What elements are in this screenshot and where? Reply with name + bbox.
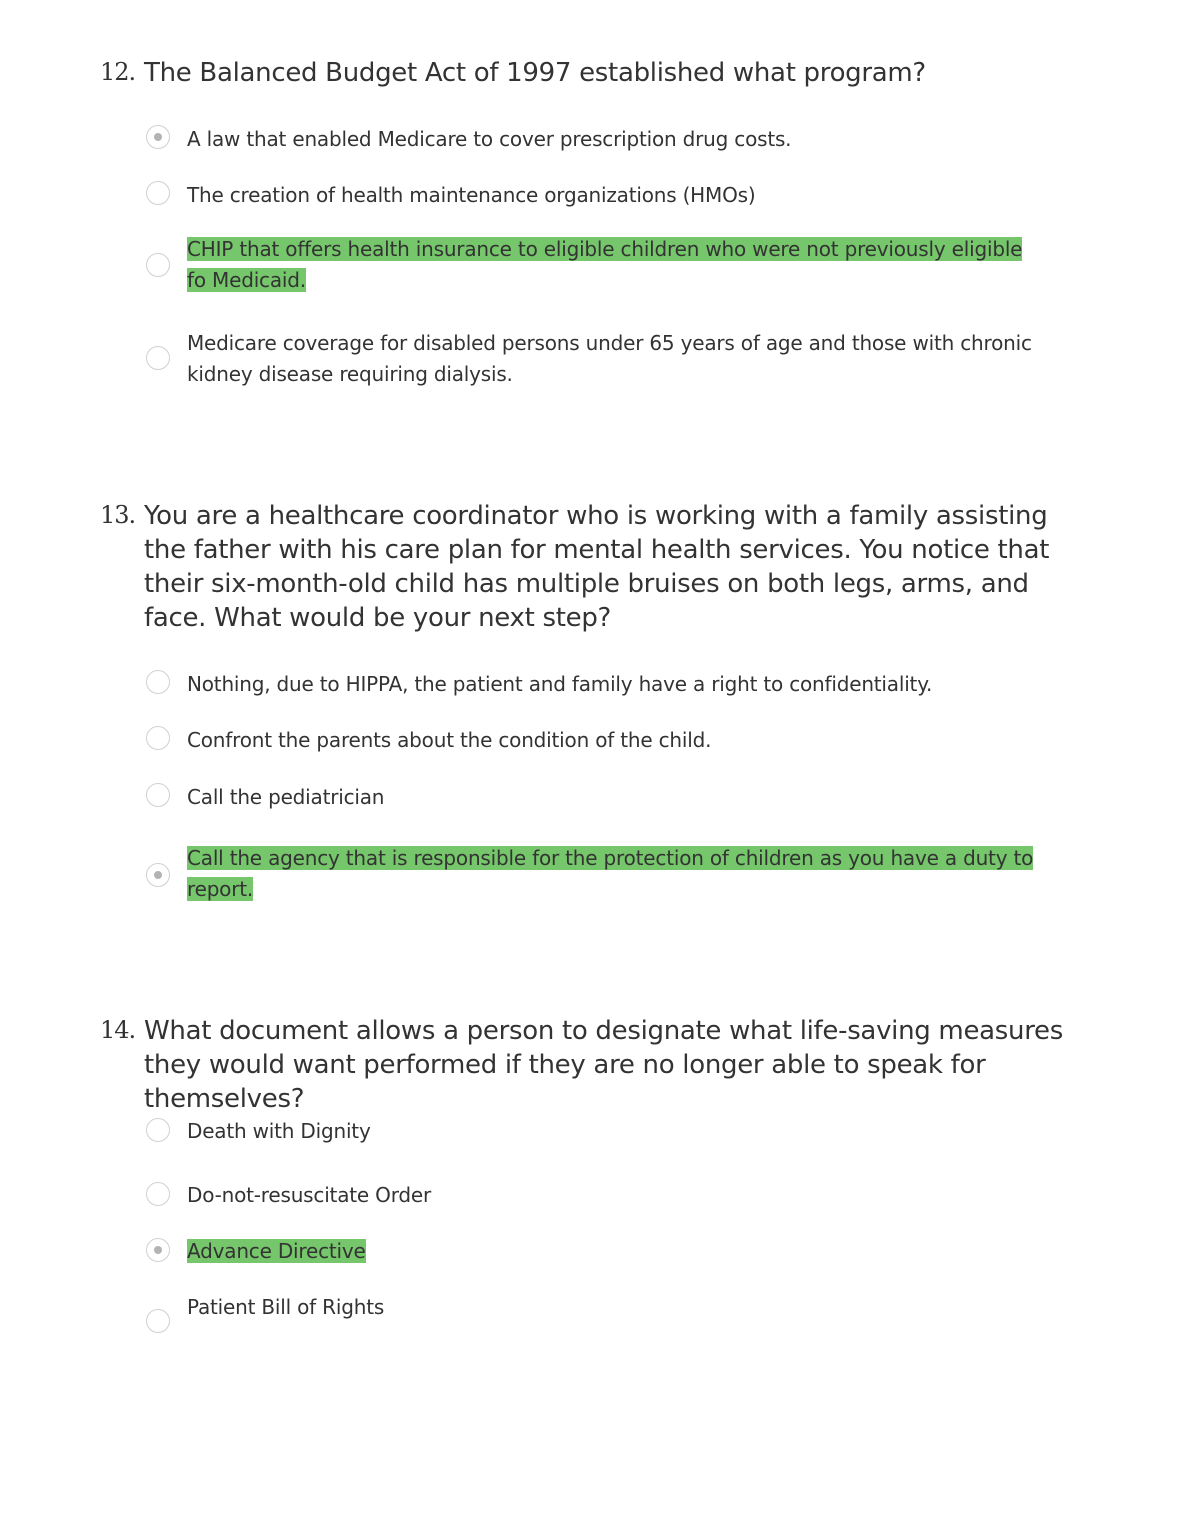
question-number: 12. xyxy=(100,58,136,86)
radio-button[interactable] xyxy=(146,181,170,205)
question-text: You are a healthcare coordinator who is working with a family assisting the father with his care plan for mental health services. You notice that their six-month-old child has multiple bruises on both legs, arms, and face. What would be your next step? xyxy=(144,501,1050,633)
option-label: Call the agency that is responsible for the protection of children as you have a duty to report. xyxy=(187,846,1034,901)
radio-button[interactable] xyxy=(146,726,170,750)
option-label: A law that enabled Medicare to cover prescription drug costs. xyxy=(187,127,792,151)
option-label: Nothing, due to HIPPA, the patient and family have a right to confidentiality. xyxy=(187,672,933,696)
option-label: Medicare coverage for disabled persons under 65 years of age and those with chronic kidney disease requiring dialysis. xyxy=(187,331,1032,386)
radio-button[interactable] xyxy=(146,863,170,887)
radio-button[interactable] xyxy=(146,1238,170,1262)
radio-button[interactable] xyxy=(146,1182,170,1206)
option-label: Confront the parents about the condition of the child. xyxy=(187,728,712,752)
radio-button[interactable] xyxy=(146,346,170,370)
option-label: Death with Dignity xyxy=(187,1119,371,1143)
question-text: What document allows a person to designate what life-saving measures they would want performed if they are no longer able to speak for themselves? xyxy=(144,1016,1063,1114)
radio-button[interactable] xyxy=(146,1309,170,1333)
option-label: Advance Directive xyxy=(187,1239,366,1263)
question-text: The Balanced Budget Act of 1997 established what program? xyxy=(144,58,926,88)
option-label: Patient Bill of Rights xyxy=(187,1295,385,1319)
question-number: 13. xyxy=(100,501,136,529)
option-label: CHIP that offers health insurance to eligible children who were not previously eligible fo Medicaid. xyxy=(187,237,1023,292)
option-label: The creation of health maintenance organizations (HMOs) xyxy=(187,183,756,207)
radio-button[interactable] xyxy=(146,1118,170,1142)
question-number: 14. xyxy=(100,1016,136,1044)
radio-button[interactable] xyxy=(146,670,170,694)
option-label: Call the pediatrician xyxy=(187,785,385,809)
option-label: Do-not-resuscitate Order xyxy=(187,1183,431,1207)
radio-button[interactable] xyxy=(146,783,170,807)
radio-button[interactable] xyxy=(146,253,170,277)
radio-button[interactable] xyxy=(146,125,170,149)
